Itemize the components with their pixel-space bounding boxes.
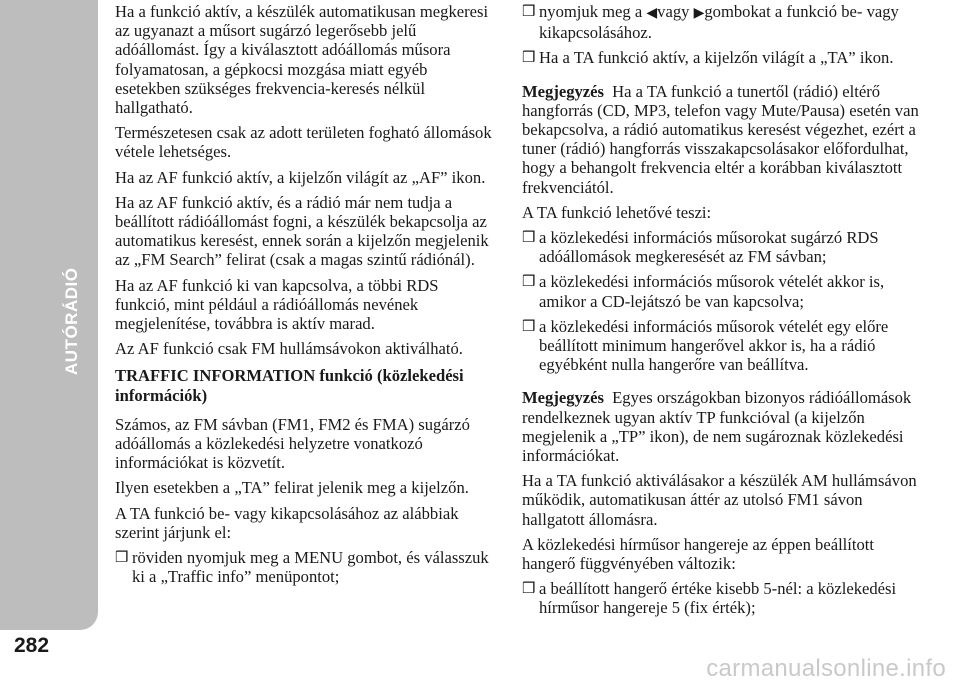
list-item-text-end: gombokat a funkció be- vagy kikapcsolásához. xyxy=(539,2,899,43)
list-item xyxy=(522,228,922,266)
paragraph: Ilyen esetekben a „TA” felirat jelenik meg a kijelzőn. xyxy=(115,478,469,498)
list-item-text-start: nyomjuk meg a xyxy=(539,2,643,21)
list-item xyxy=(522,579,922,617)
checkbox-bullet-icon: ❒ xyxy=(522,272,536,291)
paragraph: Természetesen csak az adott területen fogható állomások vétele lehetséges. xyxy=(115,123,492,162)
section-heading: TRAFFIC INFORMATION funkció (közlekedési információk) xyxy=(115,366,464,405)
checkbox-bullet-icon: ❒ xyxy=(522,316,536,335)
page-number: 282 xyxy=(14,634,50,657)
note-label: Megjegyzés xyxy=(522,81,604,101)
paragraph: A TA funkció lehetővé teszi: xyxy=(522,202,712,222)
paragraph: Ha az AF funkció ki van kapcsolva, a többi RDS funkció, mint például a rádióállomás nevének megjelenítése, továbbra is aktív marad. xyxy=(115,275,439,334)
paragraph: A TA funkció be- vagy kikapcsolásához az alábbiak szerint járjunk el: xyxy=(115,503,459,542)
list-item xyxy=(522,2,922,42)
note-label: Megjegyzés xyxy=(522,388,604,408)
paragraph: Ha a funkció aktív, a készülék automatikusan megkeresi az ugyanazt a műsort sugárzó legerősebb jelű adóállomást. Így a kiválasztott adóállomás műsora folyamatosan, a gépkocsi mozgása miatt egyéb esetekben szükséges frekvencia-keresés nélkül hallgatható. xyxy=(115,2,489,118)
list-item xyxy=(522,272,922,310)
list-item-text: a közlekedési információs műsorokat sugárzó RDS adóállomások megkeresését az FM sávban; xyxy=(539,228,879,267)
right-column xyxy=(522,2,922,624)
list-item-text: röviden nyomjuk meg a MENU gombot, és válasszuk ki a „Traffic info” menüpontot; xyxy=(132,548,489,587)
note-paragraph xyxy=(522,388,922,465)
list-item-text-mid: vagy xyxy=(657,2,690,21)
checkbox-bullet-icon: ❒ xyxy=(522,48,536,67)
note-paragraph xyxy=(522,82,922,197)
triangle-right-icon: ▶ xyxy=(693,5,705,21)
paragraph: Ha az AF funkció aktív, a kijelzőn világít az „AF” ikon. xyxy=(115,167,486,187)
list-item-text: a közlekedési információs műsorok vételét egy előre beállított minimum hangerővel akkor is, ha a rádió egyébként nulla hangerőre van beállítva. xyxy=(539,316,889,375)
checkbox-bullet-icon: ❒ xyxy=(522,228,536,247)
left-column xyxy=(115,2,495,592)
note-text: Ha a TA funkció a tunertől (rádió) eltérő hangforrás (CD, MP3, telefon vagy Mute/Pausa) esetén van bekapcsolva, a rádió automatikus keresést végezhet, ezért a tuner (rádió) hangforrás visszakapcsolásakor előfordulhat, hogy a behangolt frekvencia eltér a korábban kiválasztott frekvenciától. xyxy=(522,81,919,197)
checkbox-bullet-icon: ❒ xyxy=(115,548,129,567)
checkbox-bullet-icon: ❒ xyxy=(522,2,536,20)
checkbox-bullet-icon: ❒ xyxy=(522,579,536,598)
section-label: AUTÓRÁDIÓ xyxy=(62,267,81,375)
paragraph: Ha a TA funkció aktiválásakor a készülék AM hullámsávon működik, automatikusan áttér az utolsó FM1 sávon hallgatott állomásra. xyxy=(522,471,917,529)
side-tab xyxy=(0,0,98,630)
list-item-text: a közlekedési információs műsorok vételét akkor is, amikor a CD-lejátszó be van kapcsolva; xyxy=(539,272,885,311)
list-item-text: a beállított hangerő értéke kisebb 5-nél: a közlekedési hírműsor hangereje 5 (fix érték); xyxy=(539,579,897,618)
watermark: carmanualsonline.info xyxy=(706,655,946,682)
triangle-left-icon: ◀ xyxy=(646,5,658,21)
paragraph: A közlekedési hírműsor hangereje az éppen beállított hangerő függvényében változik: xyxy=(522,534,875,574)
note-text: Egyes országokban bizonyos rádióállomások rendelkeznek ugyan aktív TP funkcióval (a kijelzőn megjelenik a „TP” ikon), de nem sugároznak közlekedési információkat. xyxy=(522,388,912,466)
paragraph: Ha az AF funkció aktív, és a rádió már nem tudja a beállított rádióállomást fogni, a készülék bekapcsolja az automatikus keresést, ennek során a kijelzőn megjelenik az „FM Search” felirat (csak a magas szintű rádiónál). xyxy=(115,192,489,270)
list-item xyxy=(522,317,922,375)
list-item-text: Ha a TA funkció aktív, a kijelzőn világít a „TA” ikon. xyxy=(539,48,894,68)
list-item xyxy=(115,548,495,586)
paragraph: Számos, az FM sávban (FM1, FM2 és FMA) sugárzó adóállomás a közlekedési helyzetre vonatkozó információkat is közvetít. xyxy=(115,414,470,473)
list-item xyxy=(522,48,922,67)
paragraph: Az AF funkció csak FM hullámsávokon aktiválható. xyxy=(115,339,463,359)
